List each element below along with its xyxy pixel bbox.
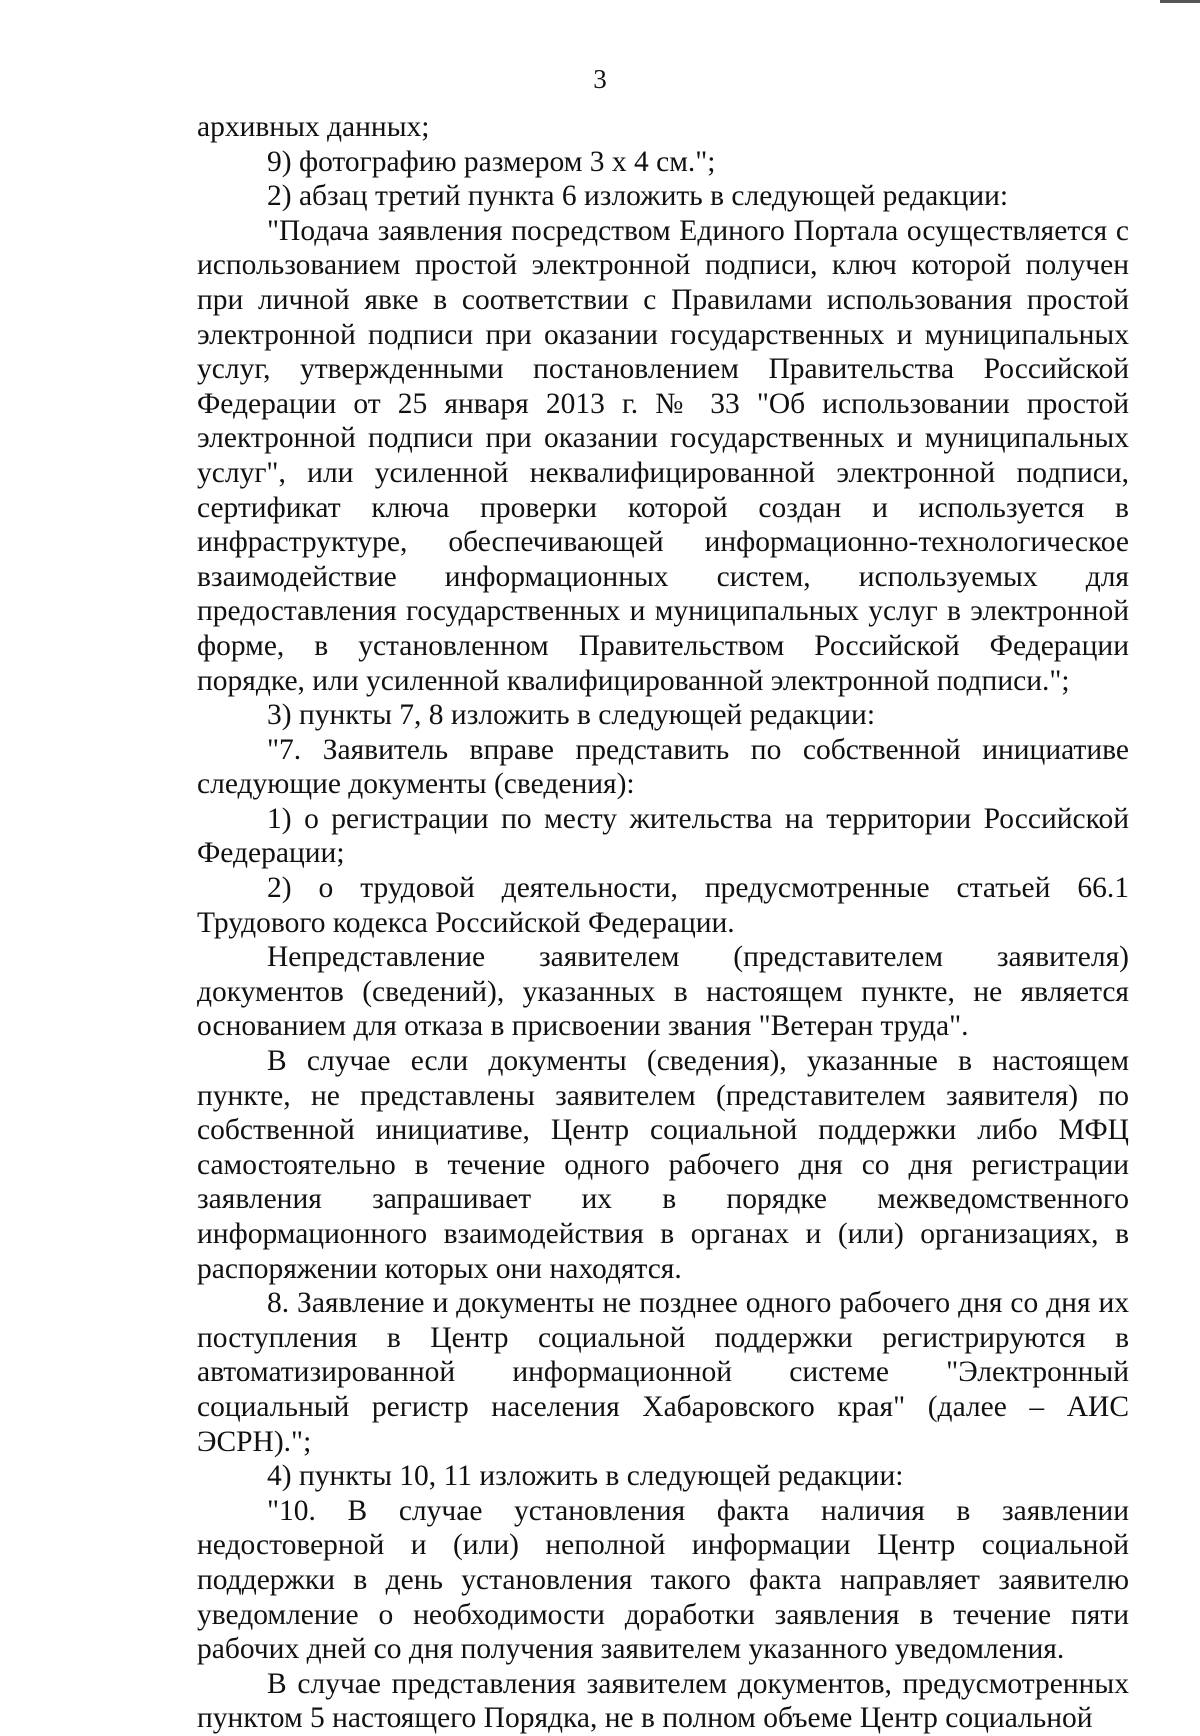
page-number: 3 bbox=[593, 64, 607, 94]
paragraph-1: архивных данных; bbox=[197, 111, 430, 143]
paragraph-12: 4) пункты 10, 11 изложить в следующей редакции: bbox=[267, 1460, 904, 1493]
paragraph-4: "Подача заявления посредством Единого Портала осуществляется с использованием простой электронной подписи, ключ которой получен при личной явке в соответствии с Правилами использования простой электронной подписи при оказании государственных и муниципальных услуг, утвержденными постановлением Правительства Российской Федерации от 25 января 2013 г. № 33 "Об использовании простой электронной подписи при оказании государственных и муниципальных услуг", или усиленной неквалифицированной электронной подписи, сертификат ключа проверки которой создан и используется в инфраструктуре, обеспечивающей информационно-технологическое взаимодействие информационных систем, используемых для предоставления государственных и муниципальных услуг в электронной форме, в установленном Правительством Российской Федерации порядке, или усиленной квалифицированной электронной подписи."; bbox=[197, 214, 1129, 697]
document-body bbox=[197, 110, 1129, 1736]
paragraph-14: В случае представления заявителем документов, предусмотренных пунктом 5 настоящего Порядка, не в полном объеме Центр социальной bbox=[197, 1667, 1129, 1735]
paragraph-7: 1) о регистрации по месту жительства на территории Российской Федерации; bbox=[197, 802, 1129, 870]
paragraph-9: Непредставление заявителем (представителем заявителя) документов (сведений), указанных в настоящем пункте, не является основанием для отказа в присвоении звания "Ветеран труда". bbox=[197, 941, 1129, 1043]
paragraph-5: 3) пункты 7, 8 изложить в следующей редакции: bbox=[267, 699, 876, 732]
paragraph-13: "10. В случае установления факта наличия в заявлении недостоверной и (или) неполной информации Центр социальной поддержки в день установления такого факта направляет заявителю уведомление о необходимости доработки заявления в течение пяти рабочих дней со дня получения заявителем указанного уведомления. bbox=[197, 1494, 1129, 1666]
paragraph-8: 2) о трудовой деятельности, предусмотренные статьей 66.1 Трудового кодекса Российской Федерации. bbox=[197, 872, 1129, 939]
paragraph-10: В случае если документы (сведения), указанные в настоящем пункте, не представлены заявителем (представителем заявителя) по собственной инициативе, Центр социальной поддержки либо МФЦ самостоятельно в течение одного рабочего дня со дня регистрации заявления запрашивает их в порядке межведомственного информационного взаимодействия в органах и (или) организациях, в распоряжении которых они находятся. bbox=[197, 1045, 1129, 1285]
paragraph-11: 8. Заявление и документы не позднее одного рабочего дня со дня их поступления в Центр социальной поддержки регистрируются в автоматизированной информационной системе "Электронный социальный регистр населения Хабаровского края" (далее – АИС ЭСРН)."; bbox=[197, 1287, 1129, 1458]
paragraph-2: 9) фотографию размером 3 x 4 см."; bbox=[267, 145, 716, 178]
paragraph-6: "7. Заявитель вправе представить по собственной инициативе следующие документы (сведения): bbox=[197, 733, 1129, 801]
page-corner-crease bbox=[1160, 0, 1200, 33]
paragraph-3: 2) абзац третий пункта 6 изложить в следующей редакции: bbox=[267, 180, 1009, 213]
